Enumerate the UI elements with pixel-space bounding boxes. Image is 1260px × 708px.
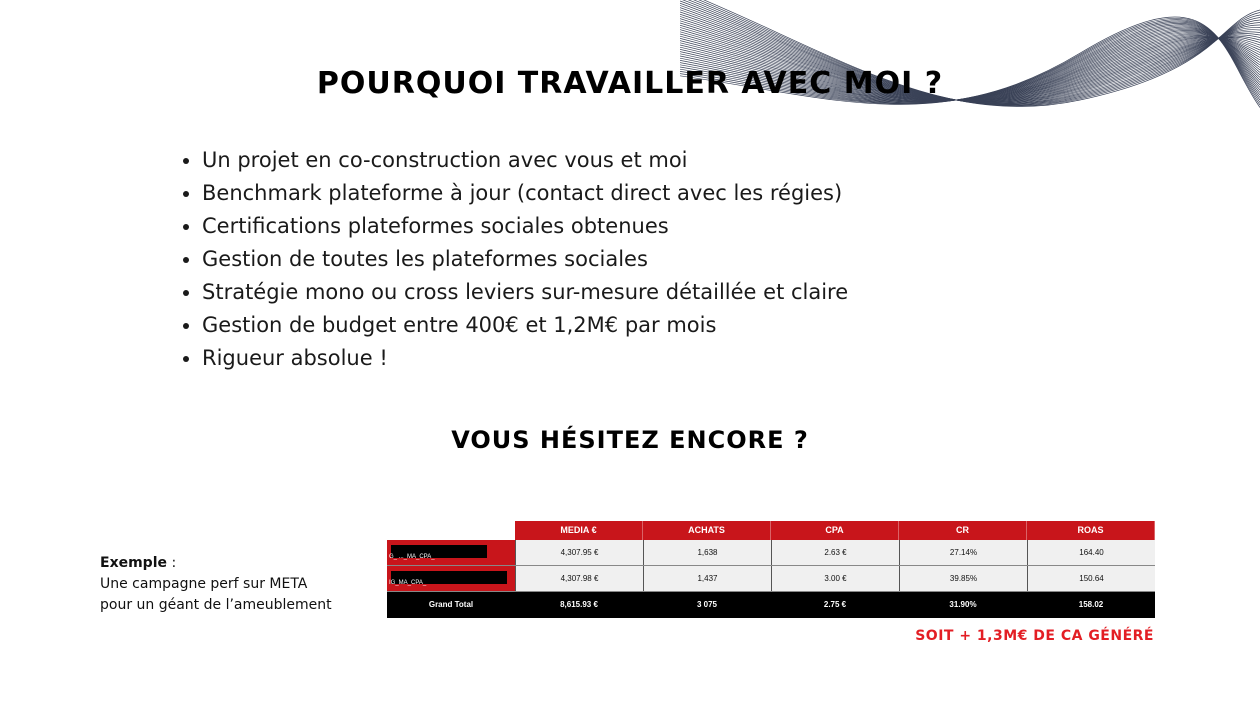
table-cell: 2.63 € <box>771 540 899 565</box>
table-cell: 8,615.93 € <box>560 600 598 609</box>
table-cell: 150.64 <box>1027 566 1155 591</box>
column-header: CPA <box>771 521 899 540</box>
page-title: POURQUOI TRAVAILLER AVEC MOI ? <box>316 66 944 101</box>
table-cell: 27.14% <box>899 540 1027 565</box>
example-line-1: Une campagne perf sur META <box>100 576 308 592</box>
column-header: CR <box>899 521 1027 540</box>
table-cell: 158.02 <box>1078 600 1104 609</box>
table-row <box>387 540 1155 566</box>
column-header: MEDIA € <box>515 521 643 540</box>
table-cell: 1,638 <box>643 540 771 565</box>
table-cell: 3.00 € <box>771 566 899 591</box>
list-item: • Certifications plateformes sociales obtenues <box>202 210 848 243</box>
list-item: • Benchmark plateforme à jour (contact direct avec les régies) <box>202 177 848 210</box>
column-header: ACHATS <box>643 521 771 540</box>
table-cell: 4,307.95 € <box>515 540 643 565</box>
row-label <box>387 566 515 591</box>
list-item: • Un projet en co-construction avec vous et moi <box>202 144 848 177</box>
table-row <box>387 566 1155 592</box>
list-item: • Rigueur absolue ! <box>202 342 848 375</box>
row-label <box>387 540 515 565</box>
table-cell: 3 075 <box>696 600 718 609</box>
total-label: Grand Total <box>387 592 515 618</box>
table-cell: 2.75 € <box>823 600 847 609</box>
table-cell: 39.85% <box>899 566 1027 591</box>
row-label-text: IG_MA_CPA_ <box>389 580 427 586</box>
list-item: • Gestion de budget entre 400€ et 1,2M€ par mois <box>202 309 848 342</box>
list-item: • Gestion de toutes les plateformes sociales <box>202 243 848 276</box>
section-title: VOUS HÉSITEZ ENCORE ? <box>451 426 809 454</box>
table-cell: 4,307.98 € <box>515 566 643 591</box>
example-sep: : <box>167 555 177 571</box>
table-header <box>515 521 1155 540</box>
table-cell: 31.90% <box>949 600 977 609</box>
benefits-list <box>180 144 848 375</box>
table-total-row <box>387 592 1155 618</box>
results-table <box>387 521 1155 618</box>
table-cell: 1,437 <box>643 566 771 591</box>
table-cell: 164.40 <box>1027 540 1155 565</box>
row-label-text: G_ ..._MA_CPA_ <box>389 554 435 560</box>
column-header: ROAS <box>1027 521 1155 540</box>
example-label: Exemple <box>100 555 167 571</box>
example-caption <box>100 553 332 616</box>
example-line-2: pour un géant de l’ameublement <box>100 597 332 613</box>
result-highlight: SOIT + 1,3M€ DE CA GÉNÉRÉ <box>915 628 1154 644</box>
list-item: • Stratégie mono ou cross leviers sur-mesure détaillée et claire <box>202 276 848 309</box>
